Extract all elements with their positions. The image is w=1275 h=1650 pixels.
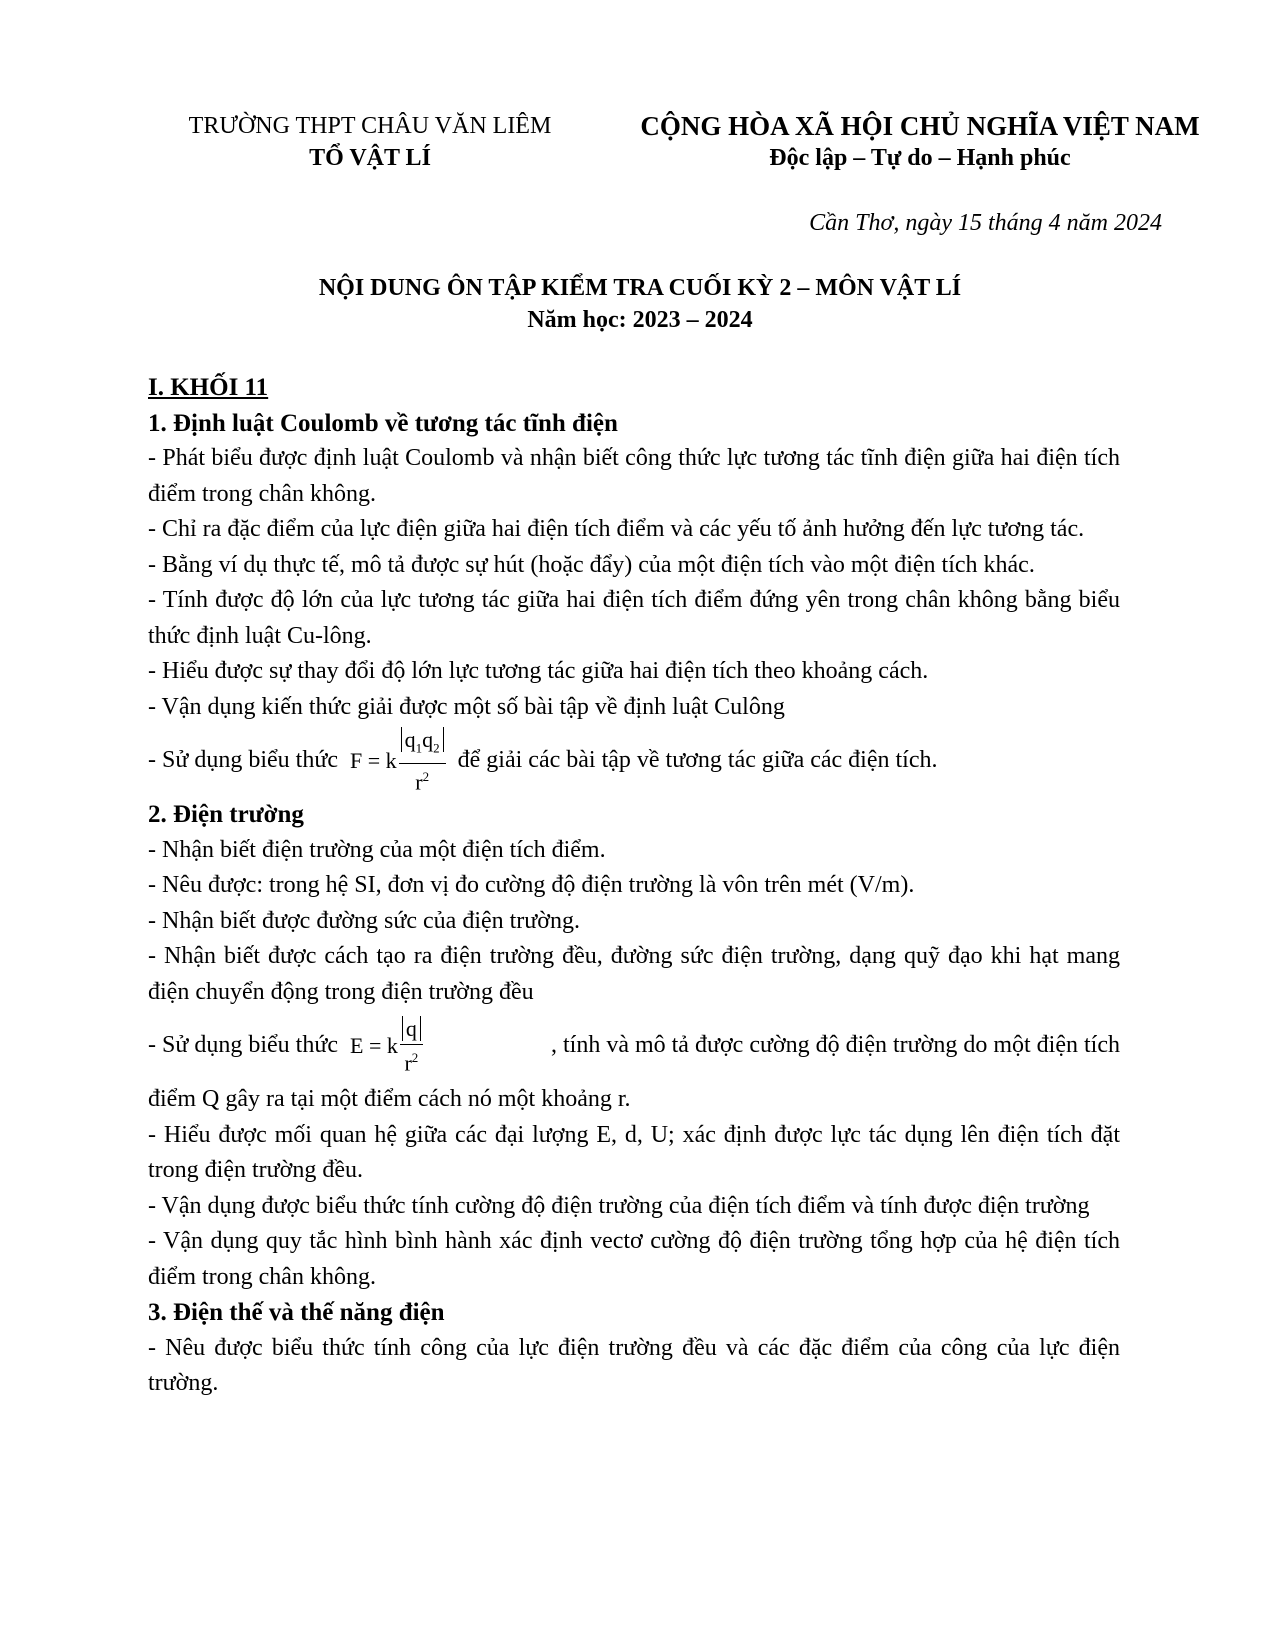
formula-lhs: F = k xyxy=(350,748,397,774)
document-body xyxy=(148,370,1120,1402)
list-item: - Chỉ ra đặc điểm của lực điện giữa hai điện tích điểm và các yếu tố ảnh hưởng đến lực tương tác. xyxy=(148,516,1085,542)
school-name: TRƯỜNG THPT CHÂU VĂN LIÊM xyxy=(188,113,552,139)
document-title: NỘI DUNG ÔN TẬP KIỂM TRA CUỐI KỲ 2 – MÔN VẬT LÍ xyxy=(318,275,962,301)
list-item: - Nhận biết được đường sức của điện trường. xyxy=(148,907,580,934)
formula-fraction xyxy=(400,1016,423,1076)
formula-suffix: , tính và mô tả được cường độ điện trường do một điện tích xyxy=(550,1032,1120,1059)
list-item: - Hiểu được mối quan hệ giữa các đại lượng E, d, U; xác định được lực tác dụng lên điện tích đặt trong điện trường đều. xyxy=(148,1121,1120,1183)
formula-lhs: E = k xyxy=(350,1033,398,1059)
list-item: - Vận dụng được biểu thức tính cường độ điện trường của điện tích điểm và tính được điện trường xyxy=(148,1192,1090,1219)
formula-denominator: $r^2$ xyxy=(404,1049,419,1076)
formula-line-field xyxy=(148,1010,1120,1082)
list-item: - Phát biểu được định luật Coulomb và nhận biết công thức lực tương tác tĩnh điện giữa hai điện tích điểm trong chân không. xyxy=(148,445,1120,507)
header-left xyxy=(150,110,590,174)
motto: Độc lập – Tự do – Hạnh phúc xyxy=(769,145,1071,171)
school-year: Năm học: 2023 – 2024 xyxy=(527,307,753,333)
list-item: điểm Q gây ra tại một điểm cách nó một khoảng r. xyxy=(148,1086,631,1112)
formula-fraction xyxy=(399,727,446,796)
list-item: - Vận dụng kiến thức giải được một số bài tập về định luật Culông xyxy=(148,693,785,720)
section-heading-1: 1. Định luật Coulomb về tương tác tĩnh điện xyxy=(148,409,618,437)
formula-numerator: $q_1q_2$ xyxy=(401,727,444,752)
section-heading-2: 2. Điện trường xyxy=(148,801,304,828)
formula-prefix: - Sử dụng biểu thức xyxy=(148,1032,338,1059)
date-line: Cần Thơ, ngày 15 tháng 4 năm 2024 xyxy=(809,210,1162,236)
field-formula xyxy=(350,1016,423,1076)
formula-denominator: $r^2$ xyxy=(415,769,430,795)
section-heading-3: 3. Điện thế và thế năng điện xyxy=(148,1299,445,1326)
department-name: TỔ VẬT LÍ xyxy=(309,145,431,171)
formula-numerator: q xyxy=(402,1016,421,1041)
list-item: - Vận dụng quy tắc hình bình hành xác định vectơ cường độ điện trường tổng hợp của hệ điện tích điểm trong chân không. xyxy=(148,1228,1120,1290)
list-item: - Hiểu được sự thay đổi độ lớn lực tương tác giữa hai điện tích theo khoảng cách. xyxy=(148,658,929,684)
part-heading: I. KHỐI 11 xyxy=(148,374,269,401)
formula-suffix: để giải các bài tập về tương tác giữa các điện tích. xyxy=(457,747,938,774)
nation-name: CỘNG HÒA XÃ HỘI CHỦ NGHĨA VIỆT NAM xyxy=(640,111,1200,141)
formula-line-coulomb xyxy=(148,725,1120,797)
list-item: - Nhận biết điện trường của một điện tích điểm. xyxy=(148,836,606,863)
list-item: - Bằng ví dụ thực tế, mô tả được sự hút (hoặc đẩy) của một điện tích vào một điện tích khác. xyxy=(148,551,1035,578)
title-block xyxy=(140,272,1140,336)
formula-prefix: - Sử dụng biểu thức xyxy=(148,747,338,774)
coulomb-formula xyxy=(350,727,446,796)
list-item: - Nêu được: trong hệ SI, đơn vị đo cường độ điện trường là vôn trên mét (V/m). xyxy=(148,872,915,898)
header-right xyxy=(620,110,1220,174)
list-item: - Nhận biết được cách tạo ra điện trường đều, đường sức điện trường, dạng quỹ đạo khi hạt mang điện chuyển động trong điện trường đều xyxy=(148,943,1120,1005)
list-item: - Nêu được biểu thức tính công của lực điện trường đều và các đặc điểm của công của lực điện trường. xyxy=(148,1334,1120,1396)
list-item: - Tính được độ lớn của lực tương tác giữa hai điện tích điểm đứng yên trong chân không bằng biểu thức định luật Cu-lông. xyxy=(148,587,1120,649)
